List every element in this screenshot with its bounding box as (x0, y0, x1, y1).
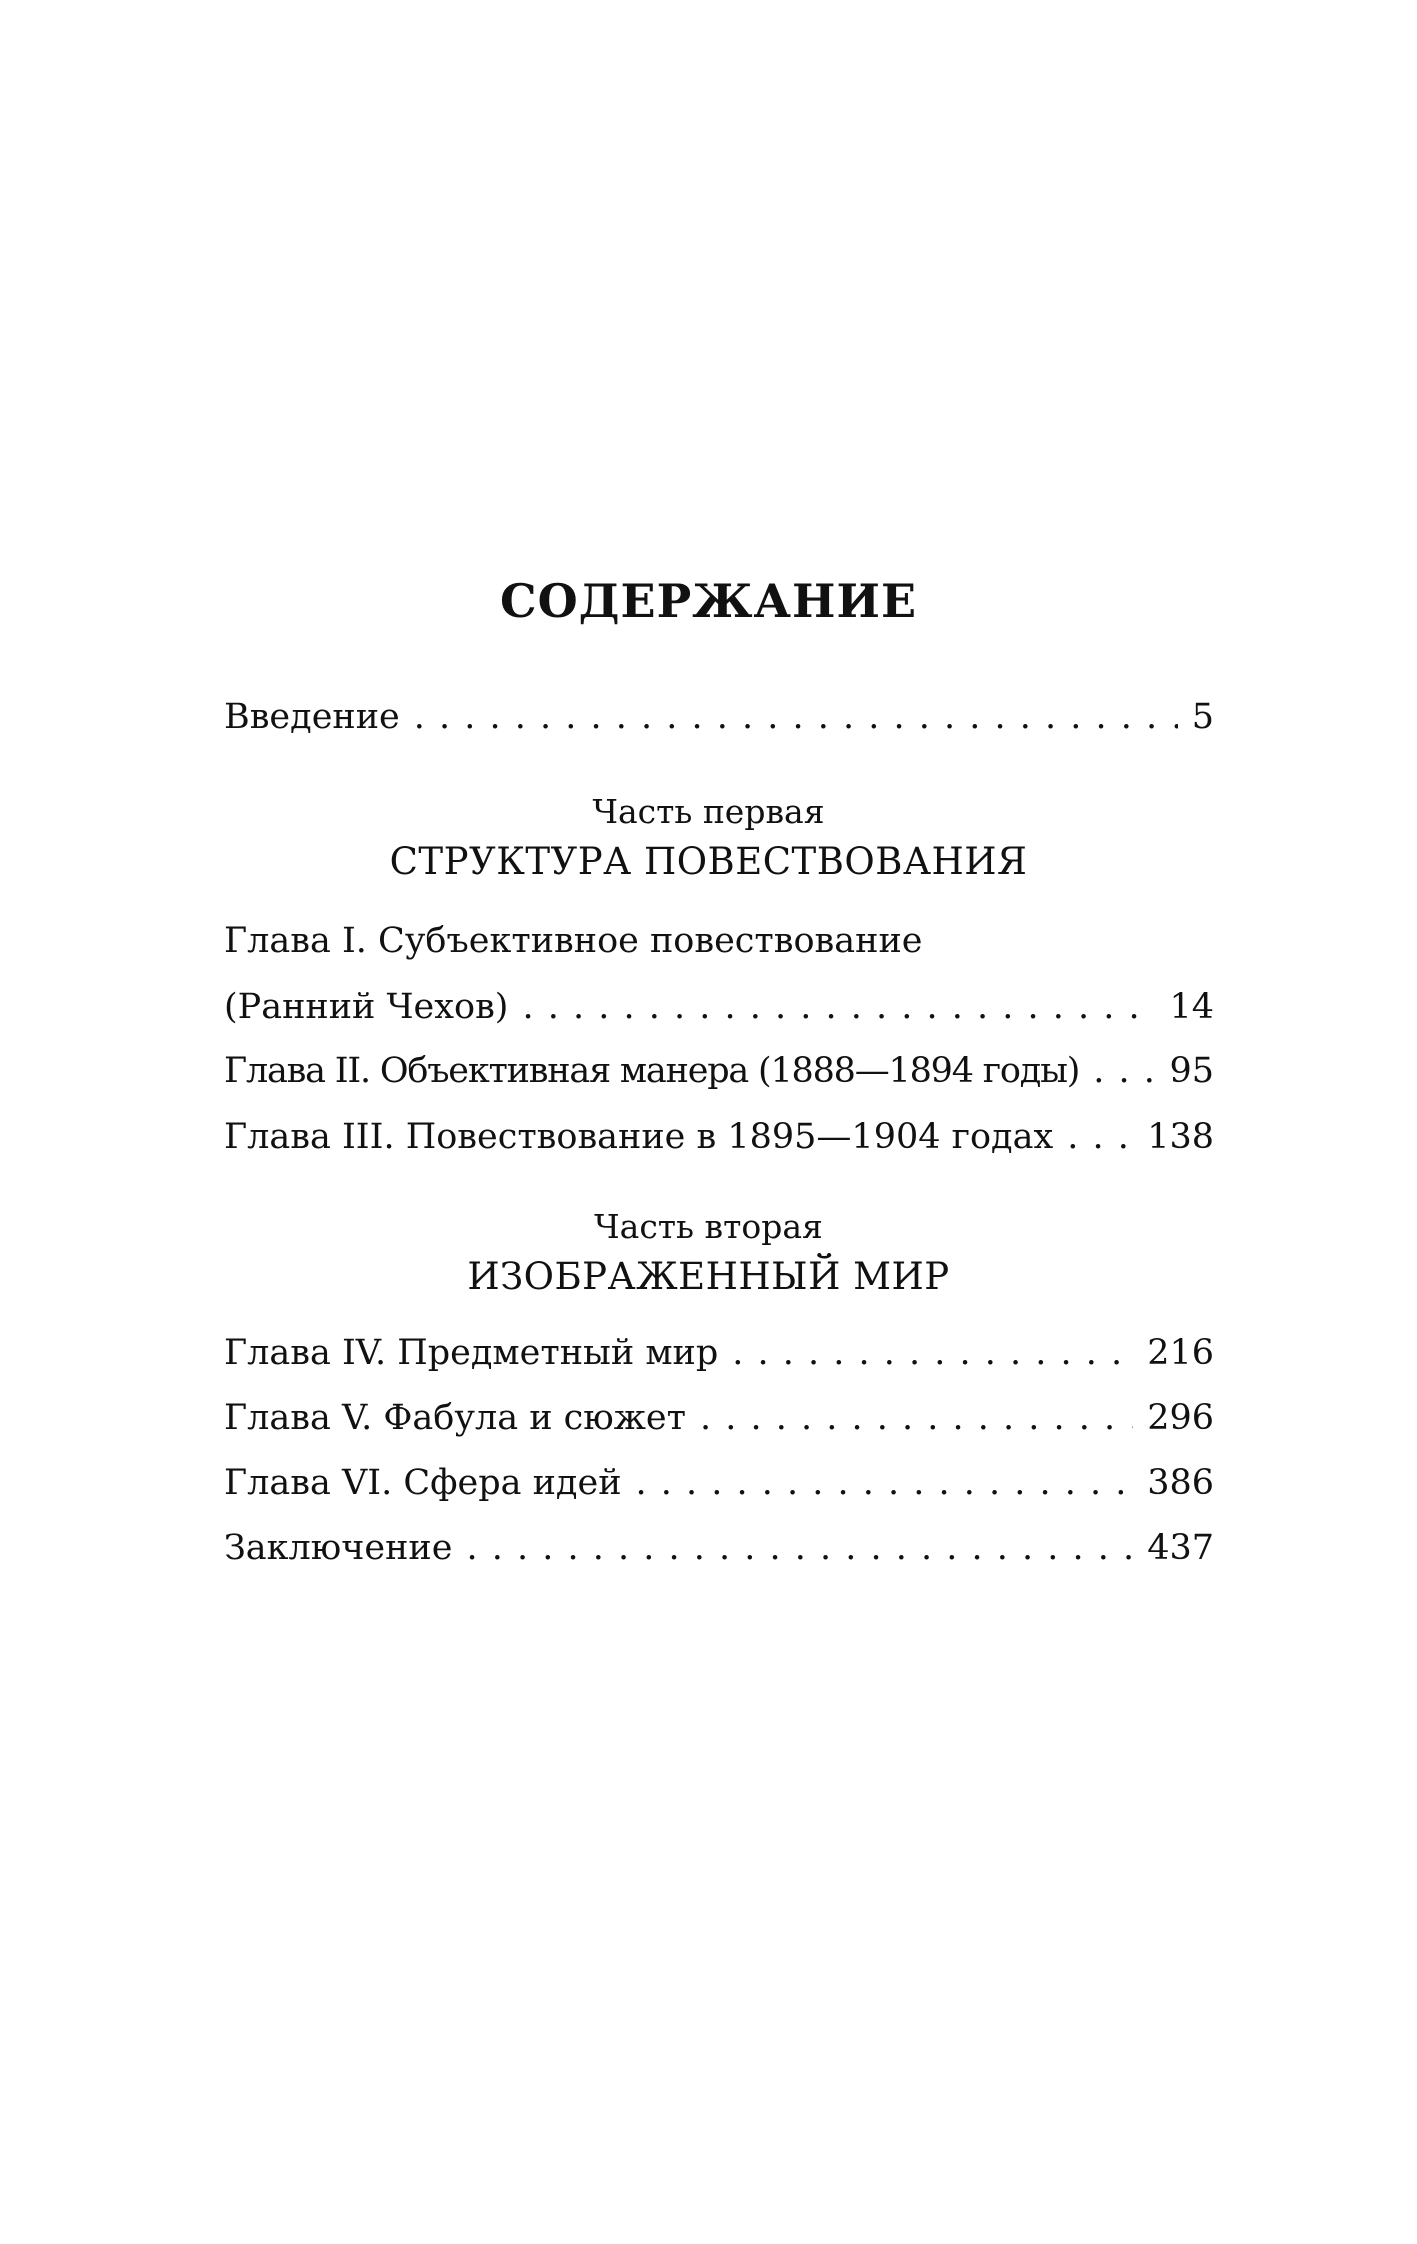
part-2-title: ИЗОБРАЖЕННЫЙ МИР (467, 1255, 950, 1298)
toc-entry-label: Введение (224, 697, 400, 737)
dot-leader (414, 700, 1178, 735)
toc-entry-page: 138 (1147, 1117, 1214, 1157)
toc-entry-chapter-1-line1[interactable]: Глава I. Субъективное повествование (224, 921, 923, 961)
toc-entry-page: 386 (1147, 1463, 1214, 1503)
toc-entry-page: 5 (1191, 697, 1214, 737)
toc-entry-label: Глава III. Повествование в 1895—1904 годах (224, 1117, 1054, 1157)
toc-entry-page: 14 (1169, 987, 1214, 1027)
toc-entry-page: 216 (1147, 1333, 1214, 1373)
dot-leader (1093, 1054, 1155, 1089)
toc-entry-chapter-3[interactable] (224, 1117, 1214, 1157)
toc-entry-page: 437 (1147, 1528, 1214, 1568)
toc-entry-page: 296 (1147, 1398, 1214, 1438)
toc-entry-label: Глава IV. Предметный мир (224, 1333, 719, 1373)
toc-entry-label: Глава V. Фабула и сюжет (224, 1398, 686, 1438)
dot-leader (732, 1336, 1133, 1371)
dot-leader (466, 1531, 1133, 1566)
toc-entry-intro[interactable] (224, 697, 1214, 737)
dot-leader (522, 990, 1155, 1025)
page-title: СОДЕРЖАНИЕ (499, 574, 918, 628)
toc-entry-label: Заключение (224, 1528, 453, 1568)
toc-entry-chapter-4[interactable] (224, 1333, 1214, 1373)
part-1-title: СТРУКТУРА ПОВЕСТВОВАНИЯ (389, 840, 1028, 883)
toc-entry-chapter-6[interactable] (224, 1463, 1214, 1503)
part-2-label: Часть вторая (594, 1207, 823, 1246)
toc-entry-chapter-5[interactable] (224, 1398, 1214, 1438)
toc-entry-label: (Ранний Чехов) (224, 987, 509, 1027)
dot-leader (1067, 1120, 1133, 1155)
dot-leader (700, 1401, 1133, 1436)
toc-entry-chapter-1[interactable] (224, 987, 1214, 1027)
toc-entry-label: Глава VI. Сфера идей (224, 1463, 622, 1503)
toc-entry-page: 95 (1169, 1051, 1214, 1091)
toc-entry-chapter-2[interactable] (224, 1051, 1214, 1091)
part-1-label: Часть первая (592, 792, 825, 831)
dot-leader (636, 1466, 1134, 1501)
toc-entry-label: Глава II. Объективная манера (1888—1894 годы) (224, 1051, 1080, 1091)
toc-entry-conclusion[interactable] (224, 1528, 1214, 1568)
